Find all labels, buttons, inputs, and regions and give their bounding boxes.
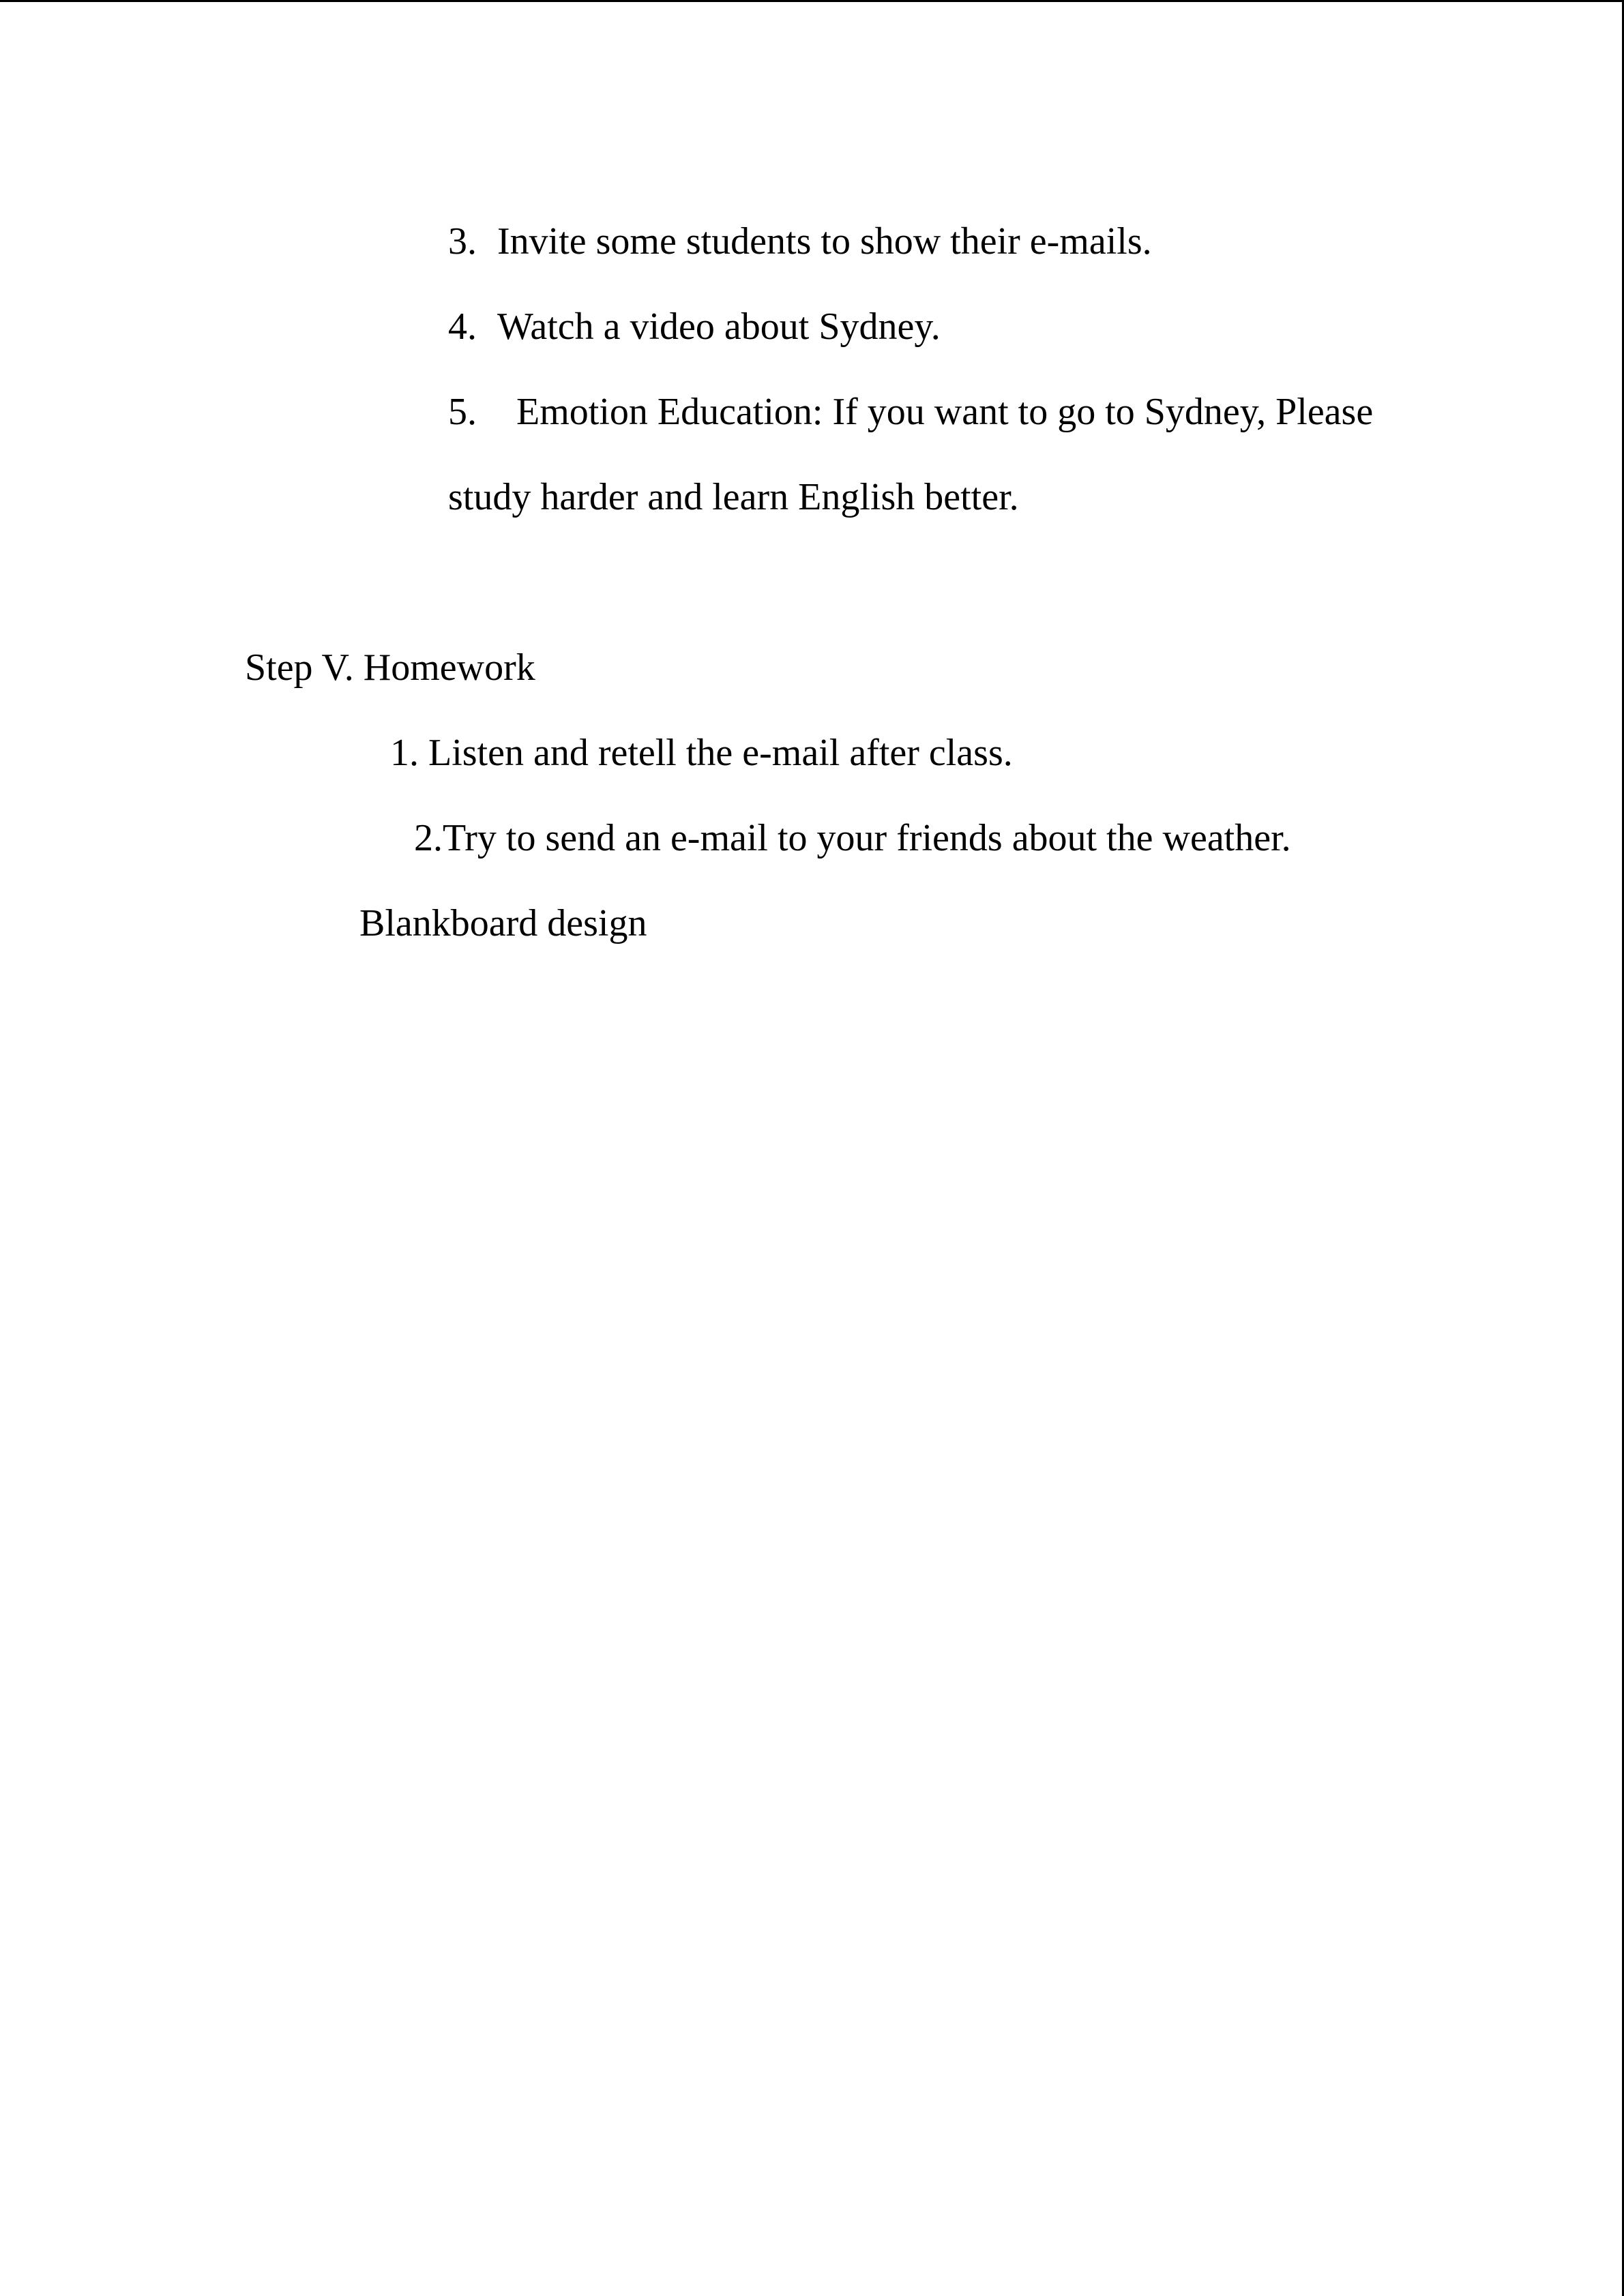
list-item-5 xyxy=(448,393,1373,431)
step-heading: Step V. Homework xyxy=(245,646,535,689)
list-item-5-continuation: study harder and learn English better. xyxy=(448,476,1019,518)
list-item-4 xyxy=(448,305,941,348)
list-text: Emotion Education: If you want to go to Sydney, Please xyxy=(516,391,1374,433)
list-text: Invite some students to show their e-mails. xyxy=(497,220,1152,263)
list-number: 5. xyxy=(448,391,477,433)
homework-item-1: 1. Listen and retell the e-mail after class. xyxy=(390,732,1013,774)
list-number: 4. xyxy=(448,305,477,348)
list-item-3 xyxy=(448,220,1152,263)
list-text: Watch a video about Sydney. xyxy=(497,305,941,348)
list-number: 3. xyxy=(448,220,477,263)
homework-item-2: 2.Try to send an e-mail to your friends about the weather. xyxy=(414,817,1291,859)
board-design-heading: Blankboard design xyxy=(359,902,647,944)
